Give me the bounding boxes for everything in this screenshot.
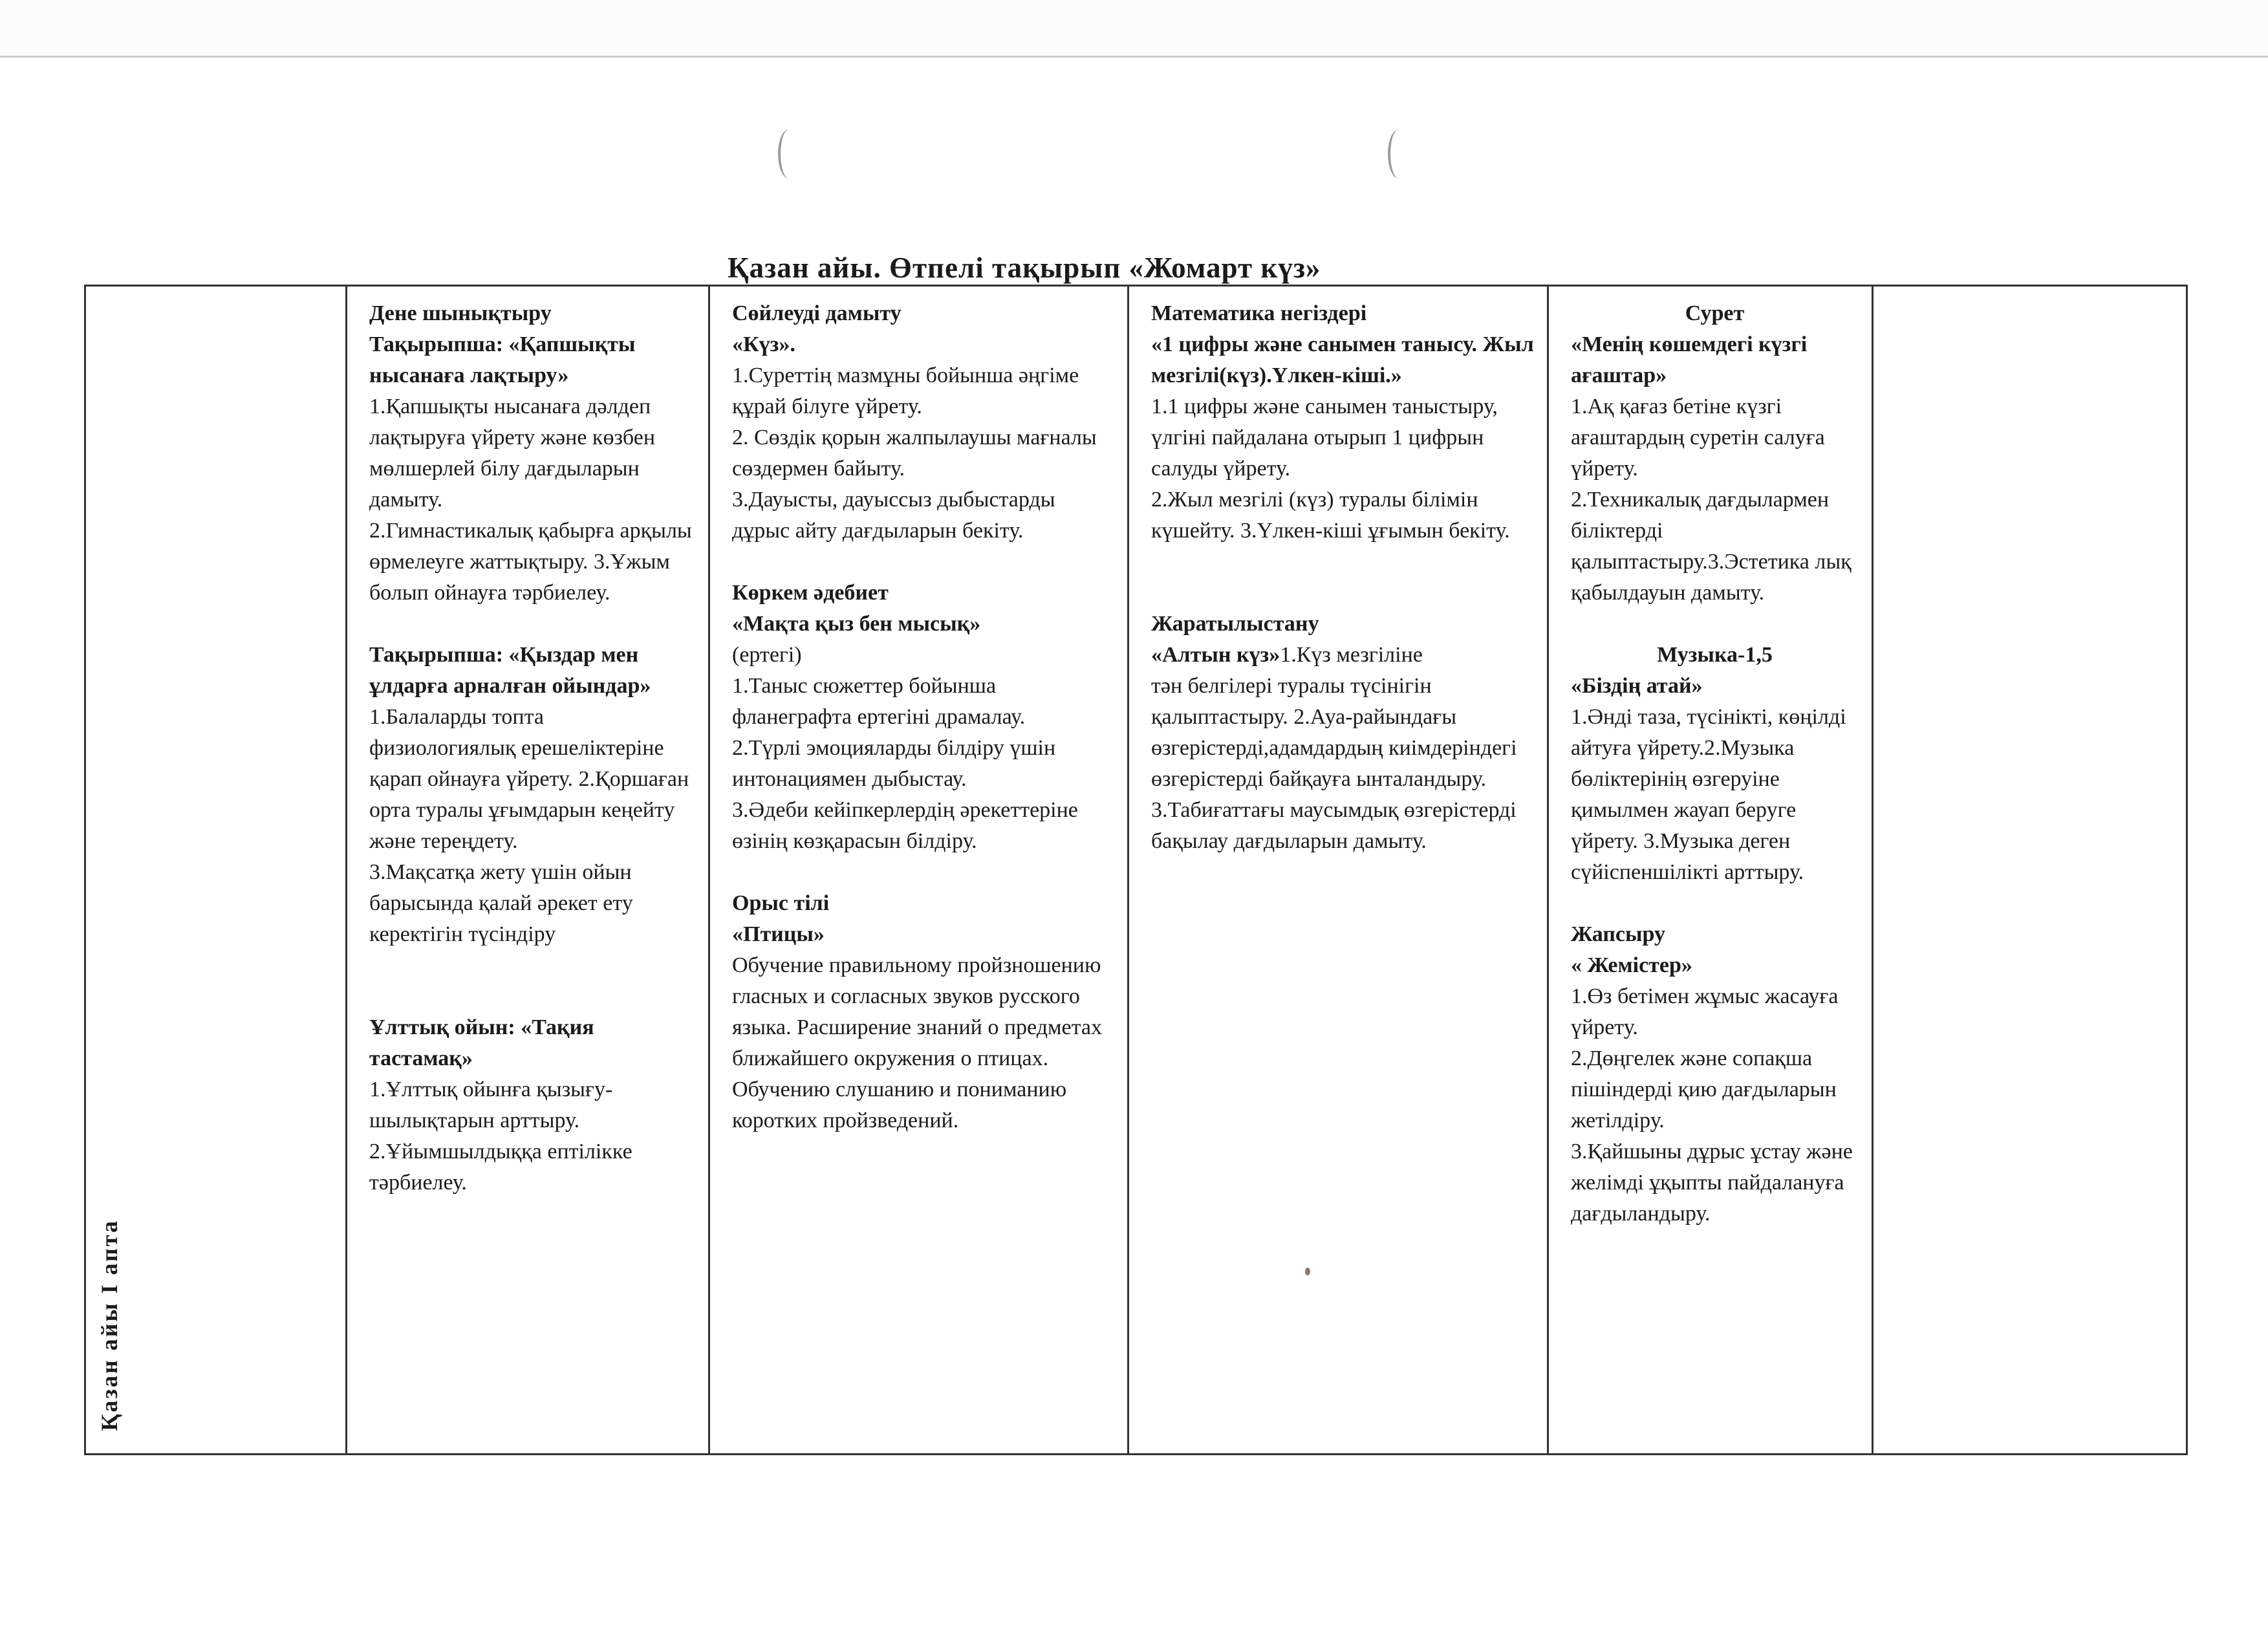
music-subtitle: «Біздің атай» [1571,674,1703,698]
music-heading: Музыка-1,5 [1657,643,1773,667]
national-game-heading: Ұлттық ойын: «Тақия тастамақ» [369,1015,594,1070]
physical-education-cell [347,286,709,1455]
nature-text: тән белгілері туралы түсінігін қалыптастыру. 2.Ауа-райындағы өзгерістерді,адамдардың киімдеріндегі өзгерістерді байқауға ынталандыру. 3.Табиғаттағы маусымдық өзгерістерді бақылау дағдыларын дамыту. [1151,674,1517,853]
art-subtitle: «Менің көшемдегі күзгі ағаштар» [1571,332,1808,387]
literature-text: (ертегі) 1.Таныс сюжеттер бойынша фланеграфта ертегіні драмалау. 2.Түрлі эмоцияларды білдіру үшін интонациямен дыбыстау. 3.Әдеби кейіпкерлердің әрекеттеріне өзінің көзқарасын білдіру. [732,643,1078,853]
pe-text-2: 1.Балаларды топта физиологиялық ерешеліктеріне қарап ойнауға үйрету. 2.Қоршаған орта туралы ұғымдарын кеңейту және тереңдету. 3.Мақсатқа жету үшін ойын барысында қалай әрекет ету керектігін түсіндіру [369,705,689,946]
nature-text-start: 1.Күз мезгіліне [1280,643,1423,667]
scan-smudge [1305,1268,1310,1275]
weekly-plan-table [84,285,2188,1455]
week-label: Қазан айы I апта [96,1219,122,1431]
punch-hole-right [1388,129,1410,179]
math-text: 1.1 цифры және санымен таныстыру, үлгіні пайдалана отырып 1 цифрын салуды үйрету. 2.Жыл мезгілі (күз) туралы білімін күшейту. 3.Үлкен-кіші ұғымын бекіту. [1151,395,1510,543]
pe-heading-2: Тақырыпша: «Қыздар мен ұлдарға арналған ойындар» [369,643,651,698]
math-nature-cell [1129,286,1548,1455]
punch-hole-left [778,129,800,179]
music-text: 1.Әнді таза, түсінікті, көңілді айтуға үйрету.2.Музыка бөліктерінің өзгеруіне қимылмен жауап беруге үйрету. 3.Музыка деген сүйіспеншілікті арттыру. [1571,705,1846,884]
empty-cell [1873,286,2187,1455]
literature-heading: Көркем әдебиет «Мақта қыз бен мысық» [732,581,981,636]
russian-text: Обучение правильному пройзношению гласных и согласных звуков русского языка. Расширение знаний о предметах ближайшего окружения о птицах. Обучению слушанию и пониманию коротких пройзведений. [732,953,1102,1132]
nature-subtitle-line [1151,640,1534,671]
applique-heading: Жапсыру « Жемістер» [1571,922,1692,977]
art-heading: Сурет [1685,301,1745,325]
nature-subtitle: «Алтын күз» [1151,643,1280,667]
pe-heading: Дене шынықтыру Тақырыпша: «Қапшықты нысанаға лақтыру» [369,301,636,387]
russian-heading: Орыс тілі «Птицы» [732,891,830,946]
art-music-applique-cell [1548,286,1873,1455]
math-heading: Математика негіздері «1 цифры және санымен танысу. Жыл мезгілі(күз).Үлкен-кіші.» [1151,301,1534,387]
speech-heading: Сөйлеуді дамыту «Күз». [732,301,902,356]
week-label-cell [85,286,347,1455]
nature-heading: Жаратылыстану [1151,612,1319,636]
pe-text-1: 1.Қапшықты нысанаға дәлдеп лақтыруға үйрету және көзбен мөлшерлей білу дағдыларын дамыту. 2.Гимнастикалық қабырға арқылы өрмелеуге жаттықтыру. 3.Ұжым болып ойнауға тәрбиелеу. [369,395,692,605]
applique-text: 1.Өз бетімен жұмыс жасауға үйрету. 2.Дөңгелек және сопақша пішіндерді қию дағдыларын жетілдіру. 3.Қайшыны дұрыс ұстау және желімді ұқыпты пайдалануға дағдыландыру. [1571,984,1853,1226]
speech-text: 1.Суреттің мазмұны бойынша әңгіме құрай білуге үйрету. 2. Сөздік қорын жалпылаушы мағналы сөздермен байыту. 3.Дауысты, дауыссыз дыбыстарды дұрыс айту дағдыларын бекіту. [732,363,1097,543]
speech-literature-russian-cell [709,286,1129,1455]
page-title: Қазан айы. Өтпелі тақырып «Жомарт күз» [728,252,1321,284]
national-game-text: 1.Ұлттық ойынға қызығу-шылықтарын арттыру. 2.Ұйымшылдыққа ептілікке тәрбиелеу. [369,1077,632,1195]
art-text: 1.Ақ қағаз бетіне күзгі ағаштардың суретін салуға үйрету. 2.Техникалық дағдылармен біліктерді қалыптастыру.3.Эстетика лық қабылдауын дамыту. [1571,395,1852,605]
scan-top-edge [0,0,2268,58]
